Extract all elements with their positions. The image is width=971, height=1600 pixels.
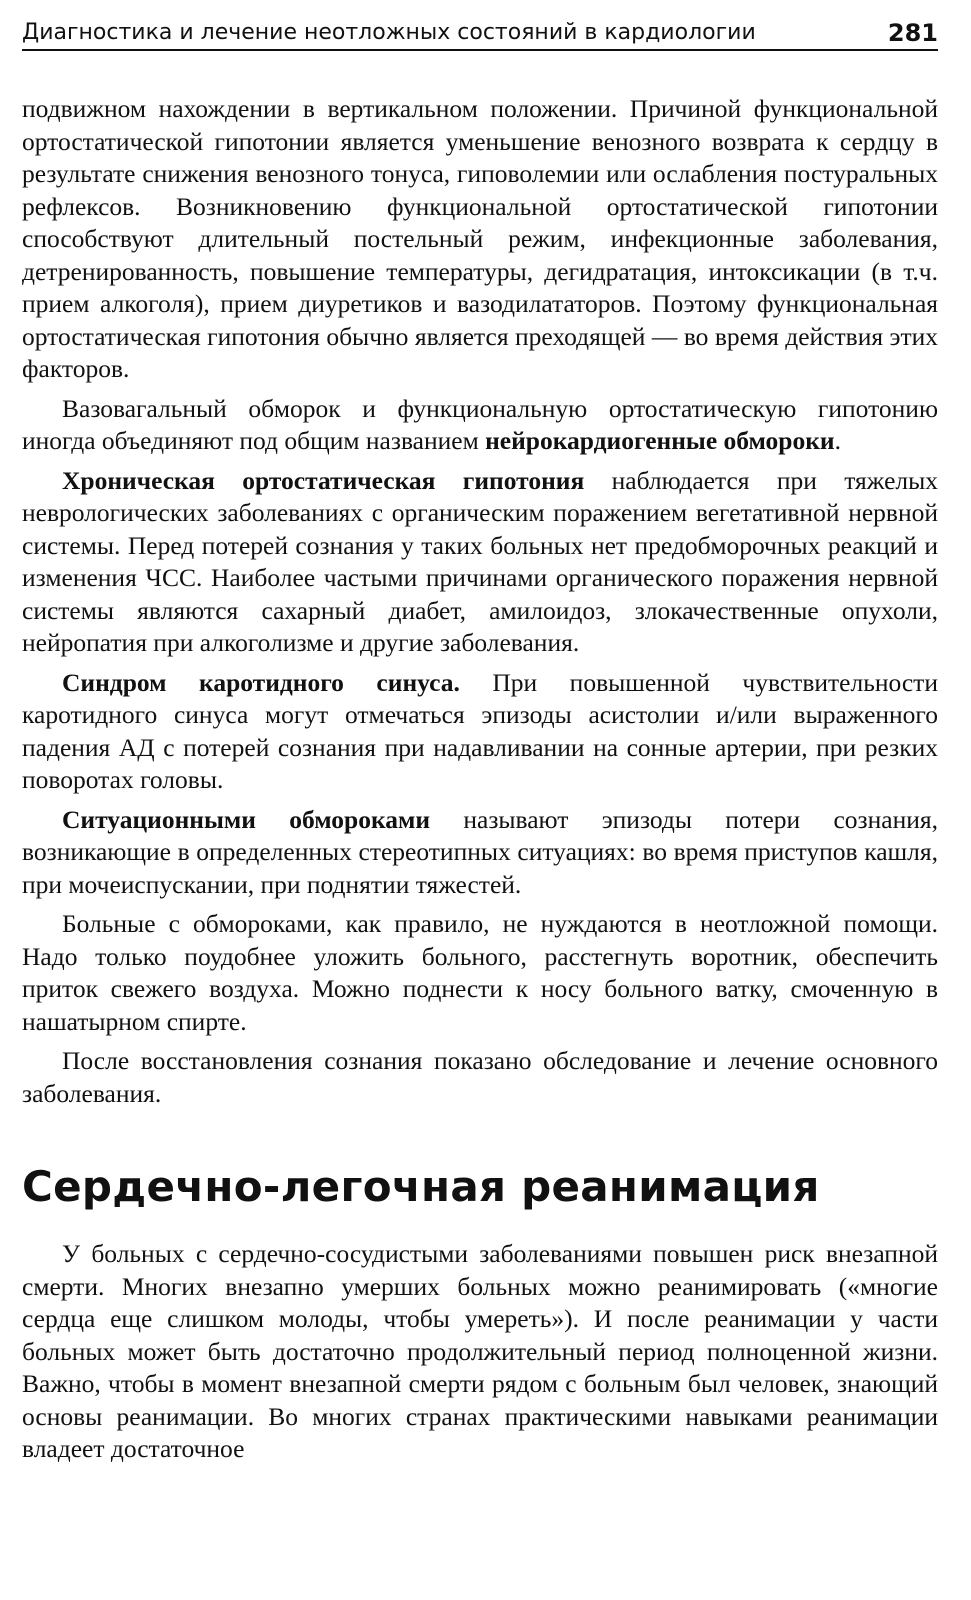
running-title: Диагностика и лечение неотложных состояний в кардиологии — [22, 20, 756, 45]
section-paragraph-1: У больных с сердечно-сосудистыми заболеваниями повышен риск внезапной смерти. Многих внезапно умерших больных можно реанимировать («многие сердца еще слишком молоды, чтобы умереть»). И после реанимации у части больных может быть достаточно продолжительный период полноценной жизни. Важно, чтобы в момент внезапной смерти рядом с больным был человек, знающий основы реанимации. Во многих странах практическими навыками реанимации владеет достаточное — [22, 1239, 938, 1463]
book-page — [22, 20, 938, 1466]
paragraph-7-text: После восстановления сознания показано обследование и лечение основного заболевания. — [22, 1046, 938, 1108]
paragraph-7 — [22, 1045, 938, 1110]
term-chronic-orthostatic-hypotension: Хроническая ортостатическая гипотония — [62, 465, 585, 495]
paragraph-1-text: подвижном нахождении в вертикальном положении. Причиной функциональной ортостатической гипотонии является уменьшение венозного возврата к сердцу в результате снижения венозного тонуса, гиповолемии или ослабления постуральных рефлексов. Возникновению функциональной ортостатической гипотонии способствуют длительный постельный режим, инфекционные заболевания, детренированность, повышение температуры, дегидратация, интоксикации (в т.ч. прием алкоголя), прием диуретиков и вазодилататоров. Поэтому функциональная ортостатическая гипотония обычно является преходящей — во время действия этих факторов. — [22, 94, 938, 383]
section-heading: Сердечно-легочная реанимация — [22, 1162, 820, 1211]
term-carotid-sinus-syndrome: Синдром каротидного синуса. — [62, 667, 460, 697]
paragraph-5-text: называют эпизоды потери сознания, возникающие в определенных стереотипных ситуациях: во время приступов кашля, при мочеиспускании, при поднятии тяжестей. — [22, 804, 938, 899]
term-situational-syncope: Ситуационными обмороками — [62, 804, 431, 834]
body-text — [22, 93, 938, 1110]
paragraph-5 — [22, 804, 938, 902]
term-neurocardiogenic-syncope: нейрокардиогенные обмороки — [485, 426, 835, 455]
running-header — [22, 20, 938, 51]
section-body — [22, 1238, 938, 1466]
paragraph-2 — [22, 393, 938, 458]
paragraph-1 — [22, 93, 938, 386]
paragraph-6 — [22, 908, 938, 1038]
paragraph-3 — [22, 465, 938, 660]
paragraph-4 — [22, 667, 938, 797]
paragraph-3-text: наблюдается при тяжелых неврологических заболеваниях с органическим поражением вегетативной нервной системы. Перед потерей сознания у таких больных нет предобморочных реакций и изменения ЧСС. Наиболее частыми причинами органического поражения нервной системы являются сахарный диабет, амилоидоз, злокачественные опухоли, нейропатия при алкоголизме и другие заболевания. — [22, 465, 938, 657]
paragraph-4-text: При повышенной чувствительности каротидного синуса могут отмечаться эпизоды асистолии и/или выраженного падения АД с потерей сознания при надавливании на сонные артерии, при резких поворотах головы. — [22, 667, 938, 794]
paragraph-2-text: Вазовагальный обморок и функциональную ортостатическую гипотонию иногда объединяют под общим названием — [22, 393, 938, 455]
paragraph-6-text: Больные с обмороками, как правило, не нуждаются в неотложной помощи. Надо только поудобнее уложить больного, расстегнуть воротник, обеспечить приток свежего воздуха. Можно поднести к носу больного ватку, смоченную в нашатырном спирте. — [22, 909, 938, 1036]
paragraph-2-end: . — [834, 426, 842, 455]
page-number: 281 — [887, 19, 938, 47]
